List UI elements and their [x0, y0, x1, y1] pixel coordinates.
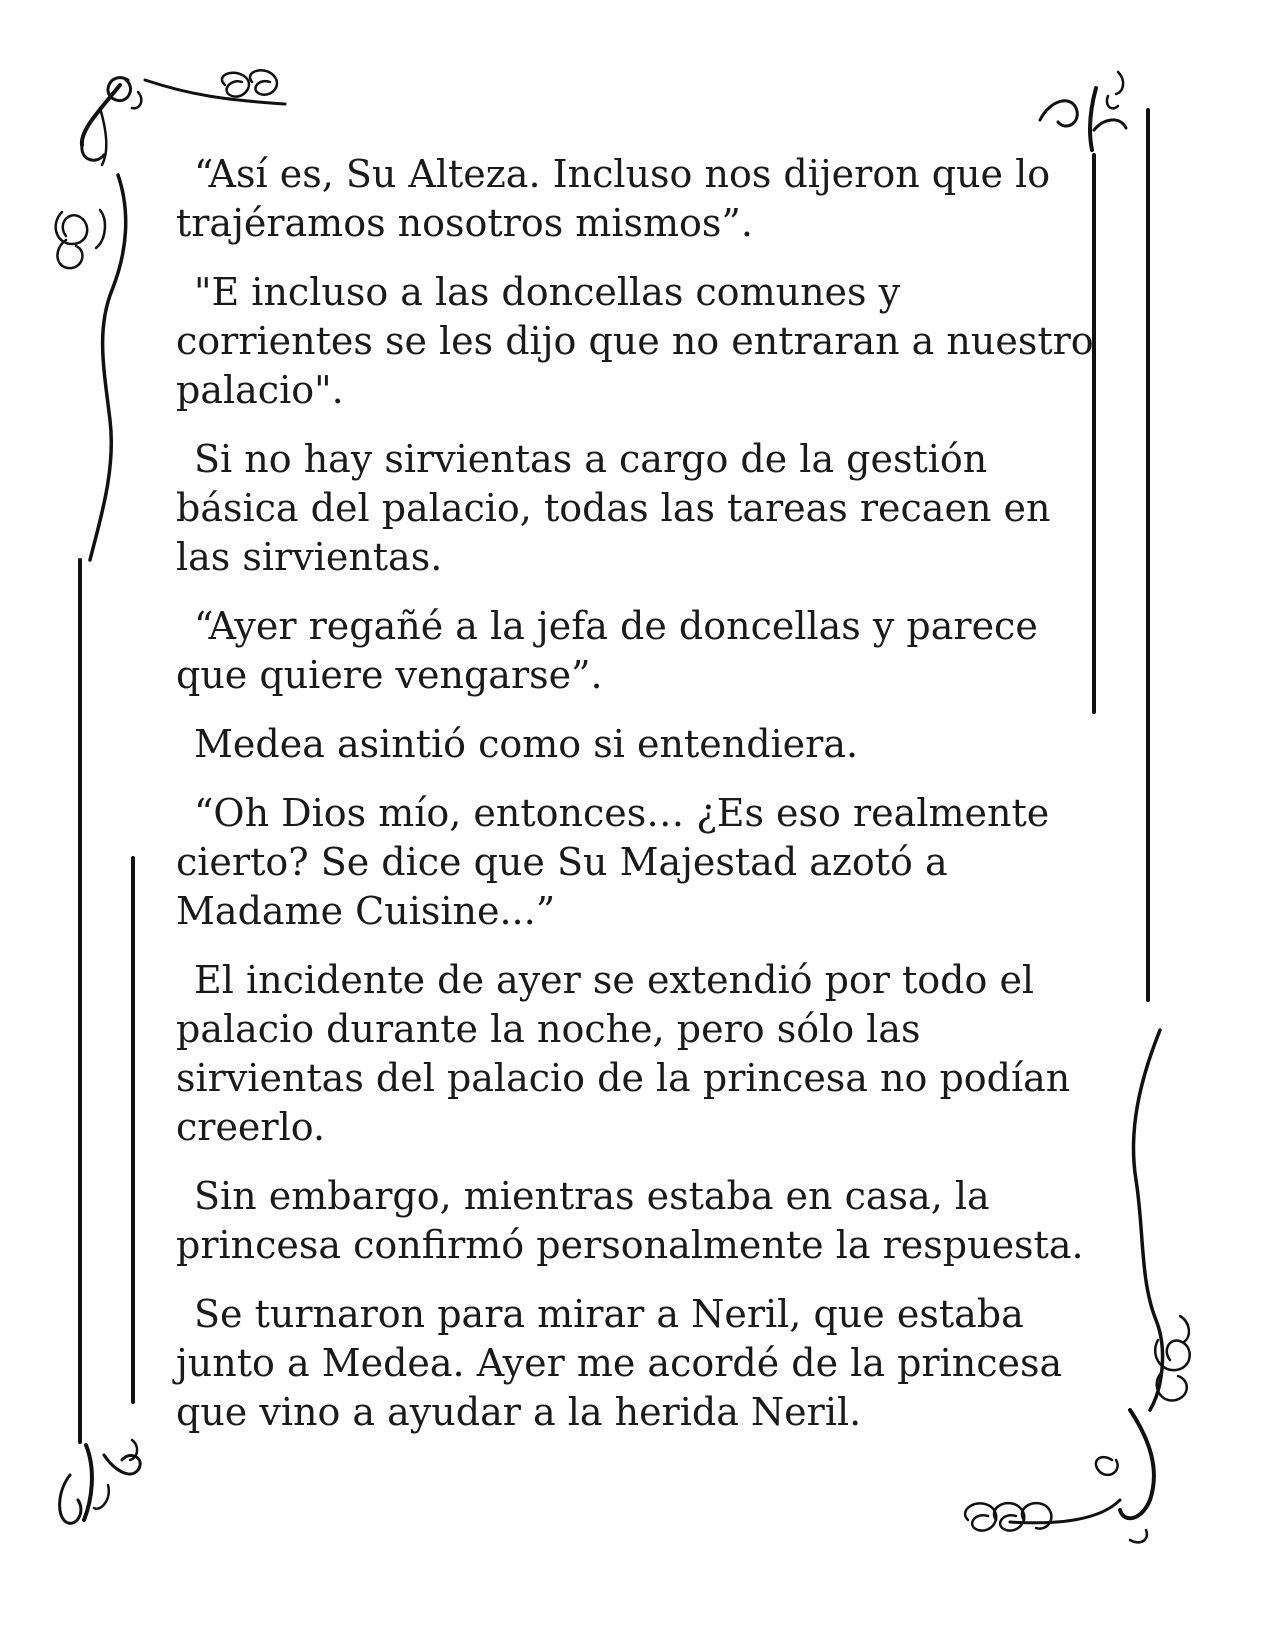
text-line: El incidente de ayer se extendió por todo el [194, 958, 1035, 1002]
text-line: Madame Cuisine...” [176, 889, 556, 933]
paragraph-1 [176, 150, 1076, 248]
text-line: Medea asintió como si entendiera. [194, 722, 859, 766]
text-line: que vino a ayudar a la herida Neril. [176, 1390, 862, 1434]
paragraph-8 [176, 1172, 1084, 1270]
text-line: las sirvientas. [176, 535, 443, 579]
top-right-flourish-icon [1040, 72, 1126, 150]
paragraph-6 [176, 789, 1076, 936]
text-line: Si no hay sirvientas a cargo de la gestión [194, 437, 988, 481]
text-line: “Ayer regañé a la jefa de doncellas y parece [194, 604, 1038, 648]
text-line: “Así es, Su Alteza. Incluso nos dijeron que lo [194, 152, 1051, 196]
text-line: palacio durante la noche, pero sólo las [176, 1007, 921, 1051]
paragraph-5 [176, 720, 1076, 769]
text-line: Se turnaron para mirar a Neril, que estaba [194, 1292, 1024, 1336]
paragraph-4 [176, 602, 1076, 700]
paragraph-9 [176, 1290, 1076, 1437]
paragraph-2 [176, 268, 1094, 415]
text-line: “Oh Dios mío, entonces… ¿Es eso realmente [194, 791, 1050, 835]
bottom-left-flourish-icon [60, 1440, 141, 1523]
text-line: trajéramos nosotros mismos”. [176, 201, 753, 245]
text-line: básica del palacio, todas las tareas recaen en [176, 486, 1051, 530]
text-line: sirvientas del palacio de la princesa no podían [176, 1056, 1071, 1100]
text-line: corrientes se les dijo que no entraran a nuestro [176, 319, 1094, 363]
text-line: que quiere vengarse”. [176, 653, 603, 697]
text-line: princesa confirmó personalmente la respuesta. [176, 1223, 1084, 1267]
text-line: creerlo. [176, 1105, 326, 1149]
text-line: palacio". [176, 368, 344, 412]
page-body [176, 150, 1094, 1457]
text-line: junto a Medea. Ayer me acordé de la princesa [176, 1341, 1063, 1385]
paragraph-3 [176, 435, 1076, 582]
text-line: Sin embargo, mientras estaba en casa, la [194, 1174, 990, 1218]
paragraph-7 [176, 956, 1076, 1152]
text-line: cierto? Se dice que Su Majestad azotó a [176, 840, 948, 884]
text-line: "E incluso a las doncellas comunes y [194, 270, 901, 314]
